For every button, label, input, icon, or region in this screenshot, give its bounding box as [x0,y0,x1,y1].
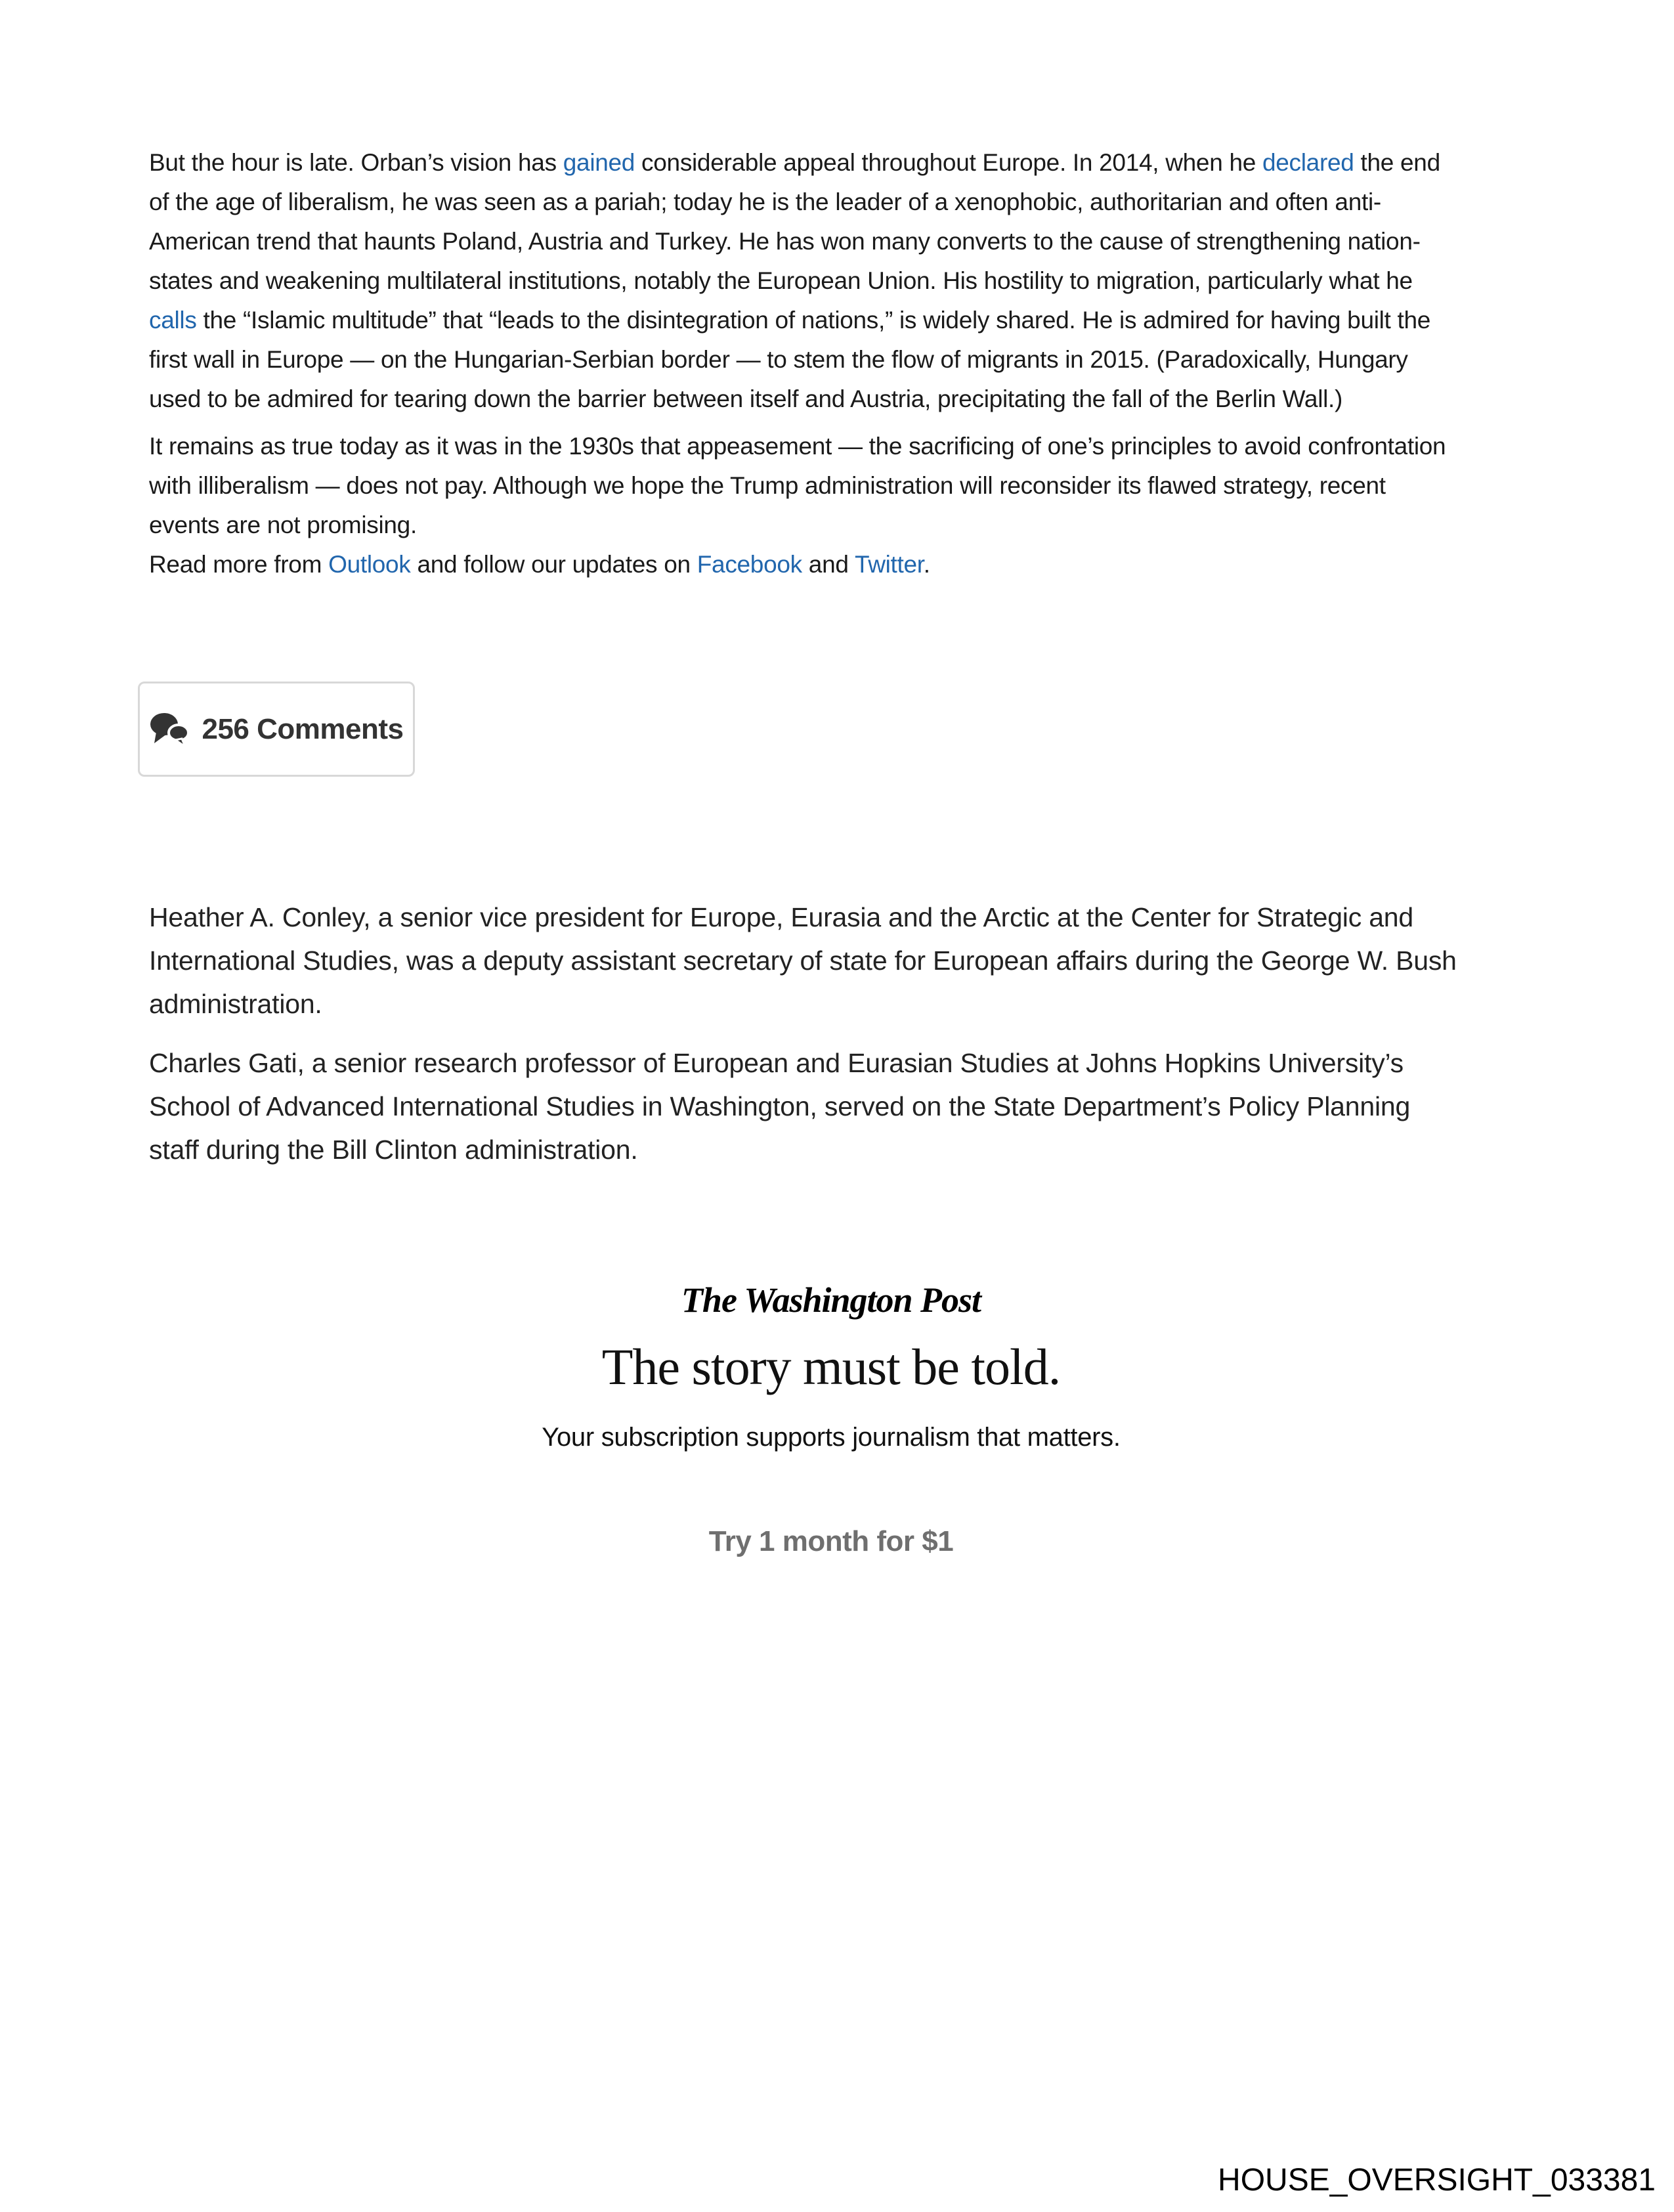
twitter-link[interactable]: Twitter [854,551,924,578]
subscribe-cta-link[interactable]: Try 1 month for $1 [708,1525,954,1557]
facebook-link[interactable]: Facebook [697,551,802,578]
author-bios [149,896,1462,1171]
paragraph-text: and [802,551,855,578]
bates-stamp: HOUSE_OVERSIGHT_033381 [1218,2163,1656,2198]
promo-headline: The story must be told. [601,1338,1061,1395]
article-paragraph-3 [149,545,1462,584]
subscription-promo [0,1279,1662,1559]
comments-count-label: 256 Comments [202,712,404,745]
declared-link[interactable]: declared [1262,149,1354,176]
article-paragraph-2: It remains as true today as it was in the 1930s that appeasement — the sacrificing of one’s principles to avoid confrontation with illiberalism — does not pay. Although we hope the Trump administration will reconsider its flawed strategy, recent events are not promising. [149,433,1446,538]
paragraph-text: . [923,551,930,578]
comments-button[interactable] [138,682,415,777]
paragraph-text: the end of the age of liberalism, he was seen as a pariah; today he is the leader of a xenophobic, authoritarian and often anti-American trend that haunts Poland, Austria and Turkey. He has won many converts to the cause of strengthening nation-states and weakening multilateral institutions, notably the European Union. His hostility to migration, particularly what he [149,149,1440,294]
gained-link[interactable]: gained [563,149,635,176]
speech-bubbles-icon [149,712,190,747]
paragraph-text: the “Islamic multitude” that “leads to the disintegration of nations,” is widely shared. He is admired for having built the first wall in Europe — on the Hungarian-Serbian border — to stem the flow of migrants in 2015. (Paradoxically, Hungary used to be admired for tearing down the barrier between itself and Austria, precipitating the fall of the Berlin Wall.) [149,307,1431,412]
author-bio-gati: Charles Gati, a senior research professor of European and Eurasian Studies at Johns Hopkins University’s School of Advanced International Studies in Washington, served on the State Department’s Policy Planning staff during the Bill Clinton administration. [149,1048,1411,1165]
calls-link[interactable]: calls [149,307,197,334]
paragraph-text: and follow our updates on [410,551,697,578]
paragraph-text: But the hour is late. Orban’s vision has [149,149,563,176]
author-bio-conley: Heather A. Conley, a senior vice president for Europe, Eurasia and the Arctic at the Center for Strategic and International Studies, was a deputy assistant secretary of state for European affairs during the George W. Bush administration. [149,902,1457,1019]
promo-tagline: Your subscription supports journalism that matters. [542,1423,1121,1452]
washington-post-logo: The Washington Post [681,1280,981,1320]
paragraph-text: considerable appeal throughout Europe. In 2014, when he [635,149,1262,176]
article-paragraph-1 [149,143,1462,419]
paragraph-text: Read more from [149,551,329,578]
article-body [149,143,1462,584]
outlook-link[interactable]: Outlook [328,551,411,578]
